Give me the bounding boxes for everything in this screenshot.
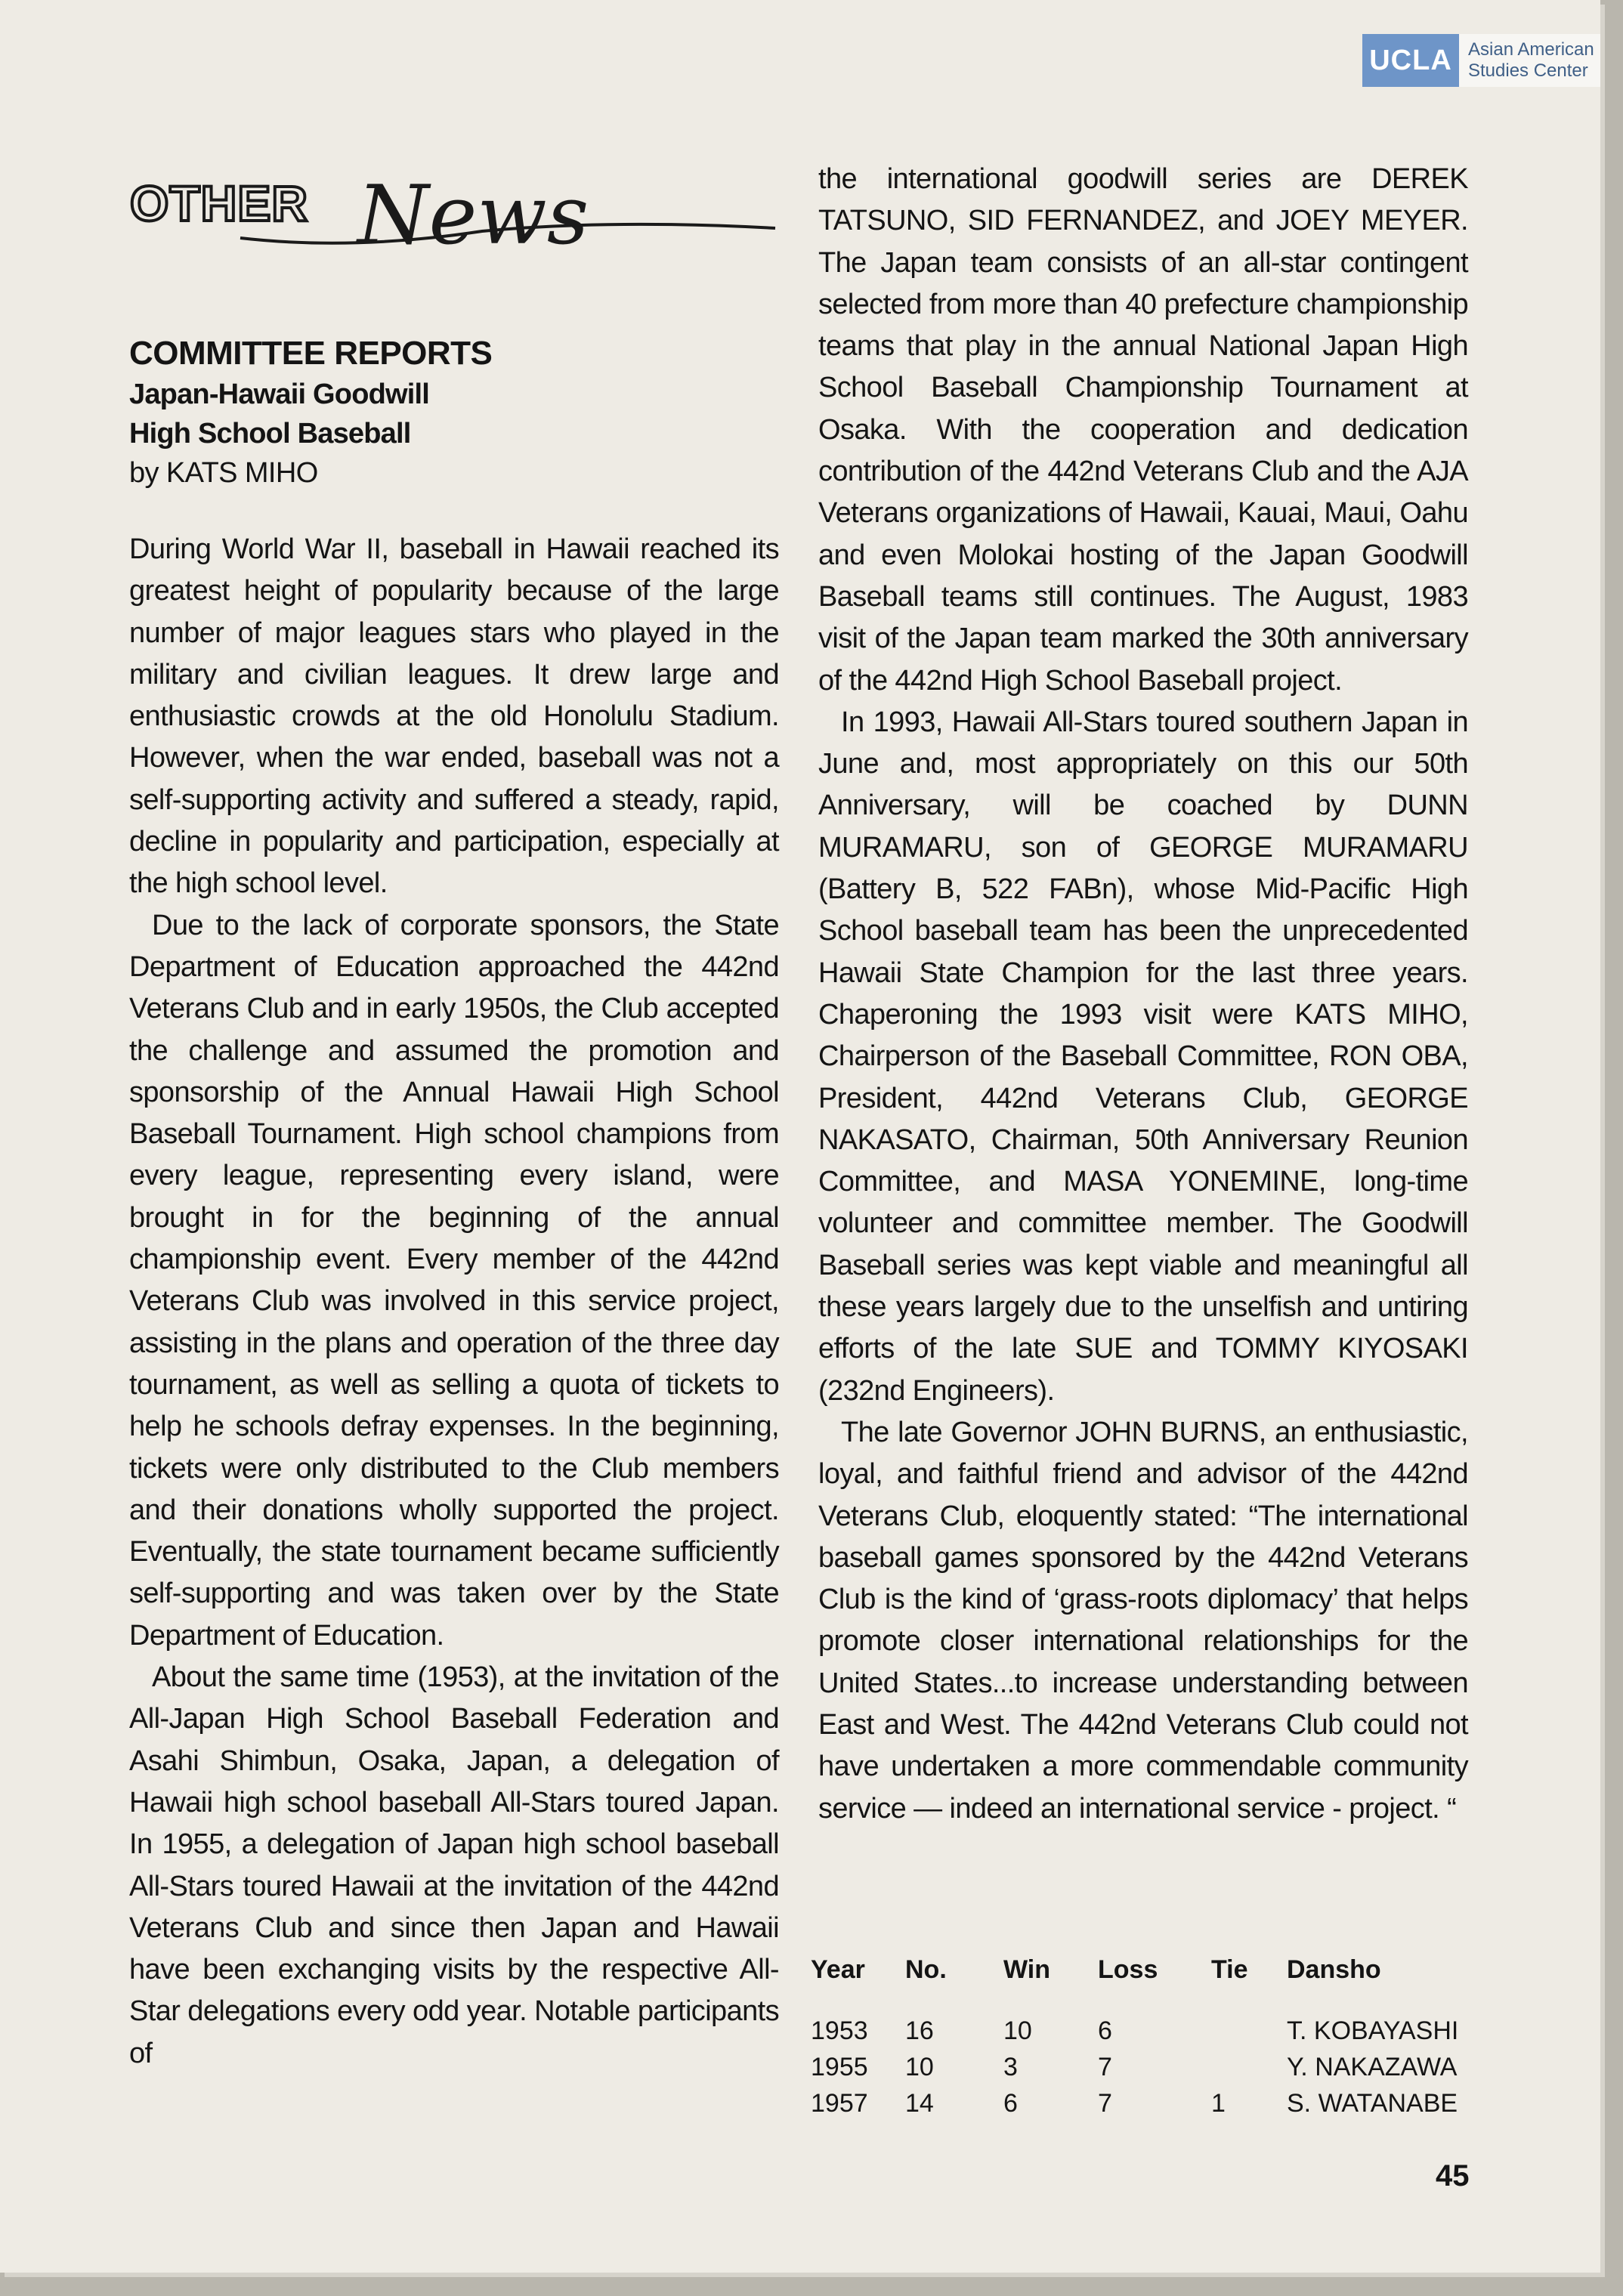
paragraph: About the same time (1953), at the invitation of the All-Japan High School Baseball Federation and Asahi Shimbun, Osaka, Japan, a delegation of Hawaii high school baseball All-Stars toured Japan. In 1955, a delegation of Japan high school baseball All-Stars toured Hawaii at the invitation of the 442nd Veterans Club and since then Japan and Hawaii have been exchanging visits by the respective All-Star delegations every odd year. Notable participants of xyxy=(129,1661,779,2069)
table-header-row xyxy=(811,1955,1476,1993)
center-name xyxy=(1468,39,1594,82)
cell-loss: 6 xyxy=(1098,2016,1112,2045)
header-year: Year xyxy=(811,1955,865,1984)
cell-tie xyxy=(1211,2049,1287,2085)
cell-no: 14 xyxy=(905,2088,934,2118)
page-number: 45 xyxy=(1436,2159,1470,2192)
right-column xyxy=(818,159,1468,1830)
paragraph: In 1993, Hawaii All-Stars toured southern Japan in June and, most appropriately on this our 50th Anniversary, will be coached by DUNN MURAMARU, son of GEORGE MURAMARU (Battery B, 522 FABn), whose Mid-Pacific High School baseball team has been the unprecedented Hawaii State Champion for the last three years. Chaperoning the 1993 visit were KATS MIHO, Chairperson of the Baseball Committee, RON OBA, President, 442nd Veterans Club, GEORGE NAKASATO, Chairman, 50th Anniversary Reunion Committee, and MASA YONEMINE, long-time volunteer and committee member. The Goodwill Baseball series was kept viable and meaningful all these years largely due to the unselfish and untiring efforts of the late SUE and TOMMY KIYOSAKI (232nd Engineers). xyxy=(818,706,1468,1407)
table-row xyxy=(811,2049,1476,2085)
other-news-masthead xyxy=(127,159,777,264)
cell-year: 1957 xyxy=(811,2088,868,2118)
cell-win: 10 xyxy=(1003,2016,1032,2045)
cell-dansho: S. WATANABE xyxy=(1287,2088,1458,2118)
article-byline: by KATS MIHO xyxy=(129,457,318,489)
tour-results-table xyxy=(811,1955,1476,2121)
cell-year: 1953 xyxy=(811,2016,868,2045)
paragraph: the international goodwill series are DEREK TATSUNO, SID FERNANDEZ, and JOEY MEYER. The Japan team consists of an all-star contingent selected from more than 40 prefecture championship teams that play in the annual National Japan High School Baseball Championship Tournament at Osaka. With the cooperation and dedication contribution of the 442nd Veterans Club and the AJA Veterans organizations of Hawaii, Kauai, Maui, Oahu and even Molokai hosting of the Japan Goodwill Baseball teams still continues. The August, 1983 visit of the Japan team marked the 30th anniversary of the 442nd High School Baseball project. xyxy=(818,163,1468,697)
ucla-logo: UCLA xyxy=(1362,34,1459,87)
paragraph: During World War II, baseball in Hawaii reached its greatest height of popularity because of the large number of major leagues stars who played in the military and civilian leagues. It drew large and enthusiastic crowds at the old Honolulu Stadium. However, when the war ended, baseball was not a self-supporting activity and suffered a steady, rapid, decline in popularity and participation, especially at the high school level. xyxy=(129,533,779,900)
paragraph: Due to the lack of corporate sponsors, the State Department of Education approached the 442nd Veterans Club and in early 1950s, the Club accepted the challenge and assumed the promotion and sponsorship of the Annual Hawaii High School Baseball Tournament. High school champions from every league, representing every island, were brought in for the beginning of the annual championship event. Every member of the 442nd Veterans Club was involved in this service project, assisting in the plans and operation of the three day tournament, as well as selling a quota of tickets to help he schools defray expenses. In the beginning, tickets were only distributed to the Club members and their donations wholly supported the project. Eventually, the state tournament became sufficiently self-supporting and was taken over by the State Department of Education. xyxy=(129,909,779,1652)
article-title-line2: High School Baseball xyxy=(129,418,411,450)
section-heading: COMMITTEE REPORTS xyxy=(129,335,493,372)
center-name-line2: Studies Center xyxy=(1468,60,1588,81)
header-win: Win xyxy=(1003,1955,1051,1984)
cell-loss: 7 xyxy=(1098,2088,1112,2118)
cell-loss: 7 xyxy=(1098,2052,1112,2081)
center-name-line1: Asian American xyxy=(1468,39,1594,60)
header-tie: Tie xyxy=(1211,1955,1248,1984)
header-loss: Loss xyxy=(1098,1955,1158,1984)
archive-badge xyxy=(1362,34,1600,87)
cell-tie xyxy=(1211,2013,1287,2049)
masthead-news: News xyxy=(357,168,589,263)
cell-no: 10 xyxy=(905,2052,934,2081)
table-row xyxy=(811,2013,1476,2049)
cell-year: 1955 xyxy=(811,2052,868,2081)
cell-no: 16 xyxy=(905,2016,934,2045)
cell-dansho: Y. NAKAZAWA xyxy=(1287,2052,1458,2081)
cell-win: 3 xyxy=(1003,2052,1018,2081)
cell-tie: 1 xyxy=(1211,2088,1226,2118)
header-dansho: Dansho xyxy=(1287,1955,1381,1984)
header-no: No. xyxy=(905,1955,947,1984)
cell-dansho: T. KOBAYASHI xyxy=(1287,2016,1459,2045)
left-column xyxy=(129,332,779,2075)
article-title-line1: Japan-Hawaii Goodwill xyxy=(129,379,430,410)
table-row xyxy=(811,2085,1476,2121)
masthead-other: OTHER xyxy=(130,175,308,231)
paragraph: The late Governor JOHN BURNS, an enthusiastic, loyal, and faithful friend and advisor of the 442nd Veterans Club, eloquently stated: “The international baseball games sponsored by the 442nd Veterans Club is the kind of ‘grass-roots diplomacy’ that helps promote closer international relationships for the United States...to increase understanding between East and West. The 442nd Veterans Club could not have undertaken a more commendable community service — indeed an international service - project. “ xyxy=(818,1416,1468,1825)
cell-win: 6 xyxy=(1003,2088,1018,2118)
